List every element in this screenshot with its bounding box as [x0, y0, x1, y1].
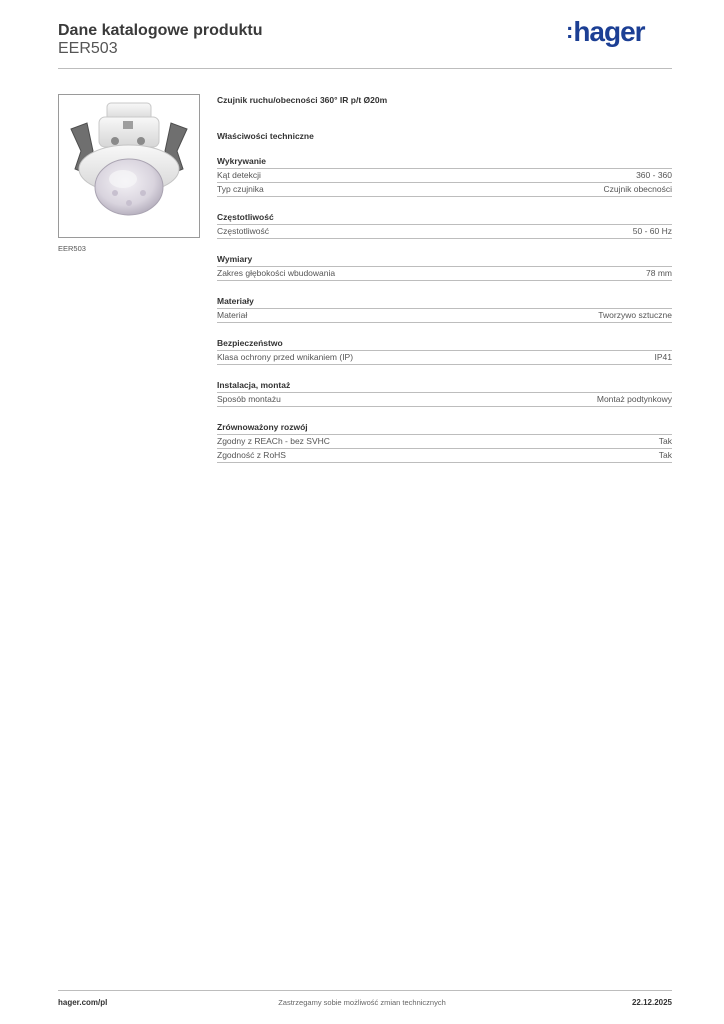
section-materialy: [217, 296, 672, 323]
property-label: Kąt detekcji: [217, 170, 261, 180]
image-caption: EER503: [58, 244, 86, 253]
property-value: Czujnik obecności: [603, 184, 672, 194]
page-title: Dane katalogowe produktu: [58, 22, 263, 39]
footer-website[interactable]: hager.com/pl: [58, 998, 108, 1007]
section-zrownowazony-rozwoj: [217, 422, 672, 463]
property-label: Zgodność z RoHS: [217, 450, 286, 460]
section-title: Wykrywanie: [217, 156, 672, 169]
footer-date: 22.12.2025: [631, 998, 672, 1007]
property-value: 360 - 360: [636, 170, 672, 180]
property-row: [217, 309, 672, 323]
product-description: Czujnik ruchu/obecności 360° IR p/t Ø20m: [217, 95, 388, 105]
properties-title: Właściwości techniczne: [217, 131, 314, 141]
property-label: Typ czujnika: [217, 184, 264, 194]
property-value: IP41: [654, 352, 672, 362]
property-label: Sposób montażu: [217, 394, 281, 404]
property-label: Zakres głębokości wbudowania: [217, 268, 336, 278]
section-bezpieczenstwo: [217, 338, 672, 365]
product-code: EER503: [58, 40, 118, 57]
property-row: [217, 351, 672, 365]
logo-text: hager: [573, 16, 645, 47]
property-label: Częstotliwość: [217, 226, 269, 236]
property-row: [217, 435, 672, 449]
property-value: 50 - 60 Hz: [632, 226, 672, 236]
footer-notice: Zastrzegamy sobie możliwość zmian technicznych: [278, 998, 446, 1007]
product-image: [58, 94, 200, 238]
property-value: Tworzywo sztuczne: [598, 310, 672, 320]
section-title: Materiały: [217, 296, 672, 309]
property-value: Tak: [658, 450, 672, 460]
property-row: [217, 449, 672, 463]
property-row: [217, 169, 672, 183]
property-row: [217, 267, 672, 281]
property-label: Materiał: [217, 310, 248, 320]
section-wykrywanie: [217, 156, 672, 197]
section-title: Bezpieczeństwo: [217, 338, 672, 351]
section-wymiary: [217, 254, 672, 281]
property-label: Zgodny z REACh - bez SVHC: [217, 436, 330, 446]
property-label: Klasa ochrony przed wnikaniem (IP): [217, 352, 354, 362]
section-instalacja: [217, 380, 672, 407]
property-value: 78 mm: [646, 268, 672, 278]
property-value: Montaż podtynkowy: [596, 394, 672, 404]
product-details: [217, 95, 672, 478]
property-row: [217, 393, 672, 407]
hager-logo: :hager: [566, 16, 645, 47]
header-divider: [58, 68, 672, 69]
property-row: [217, 183, 672, 197]
property-value: Tak: [658, 436, 672, 446]
section-title: Częstotliwość: [217, 212, 672, 225]
section-czestotliwosc: [217, 212, 672, 239]
section-title: Zrównoważony rozwój: [217, 422, 672, 435]
section-title: Wymiary: [217, 254, 672, 267]
property-row: [217, 225, 672, 239]
section-title: Instalacja, montaż: [217, 380, 672, 393]
footer-divider: [58, 990, 672, 991]
